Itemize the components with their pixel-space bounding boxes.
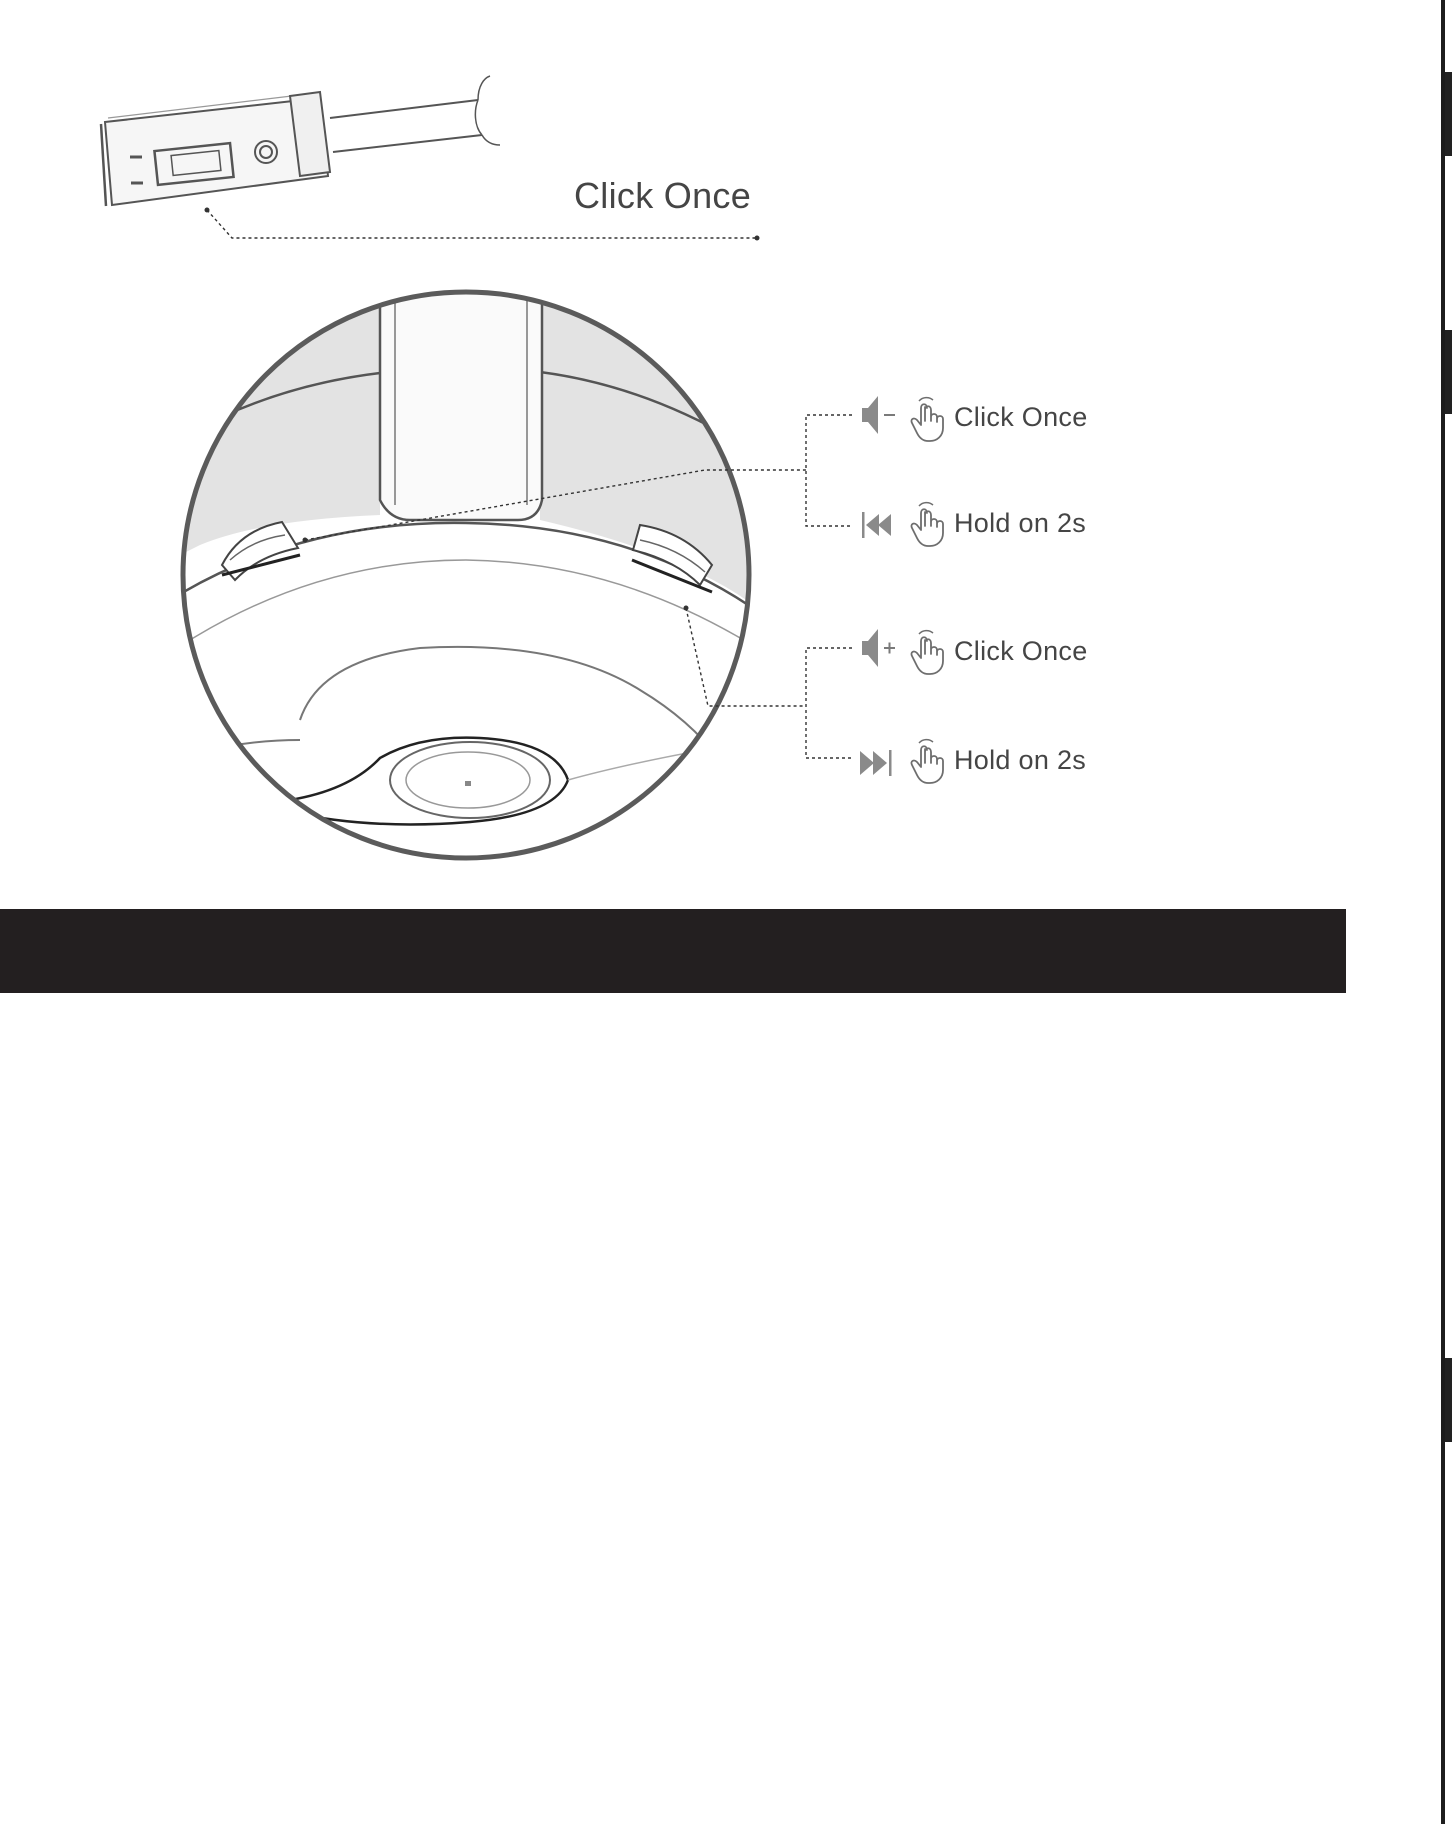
volume-down-icon bbox=[862, 396, 895, 434]
earcup-closeup bbox=[170, 280, 770, 880]
usb-dongle-illustration bbox=[101, 76, 500, 206]
hand-tap-icon bbox=[911, 740, 943, 783]
section-header-bar bbox=[0, 909, 1346, 993]
hand-tap-icon bbox=[911, 398, 943, 441]
volume-down-action-label: Click Once bbox=[954, 402, 1088, 432]
volume-up-action-label: Click Once bbox=[954, 636, 1088, 666]
previous-track-action-label: Hold on 2s bbox=[954, 508, 1087, 538]
hand-tap-icon bbox=[911, 631, 943, 674]
next-track-icon bbox=[860, 750, 892, 776]
hand-tap-icon bbox=[911, 503, 943, 546]
previous-track-icon bbox=[862, 512, 891, 538]
next-track-action-label: Hold on 2s bbox=[954, 745, 1087, 775]
dongle-action-label: Click Once bbox=[574, 175, 752, 216]
volume-up-icon bbox=[862, 629, 895, 667]
